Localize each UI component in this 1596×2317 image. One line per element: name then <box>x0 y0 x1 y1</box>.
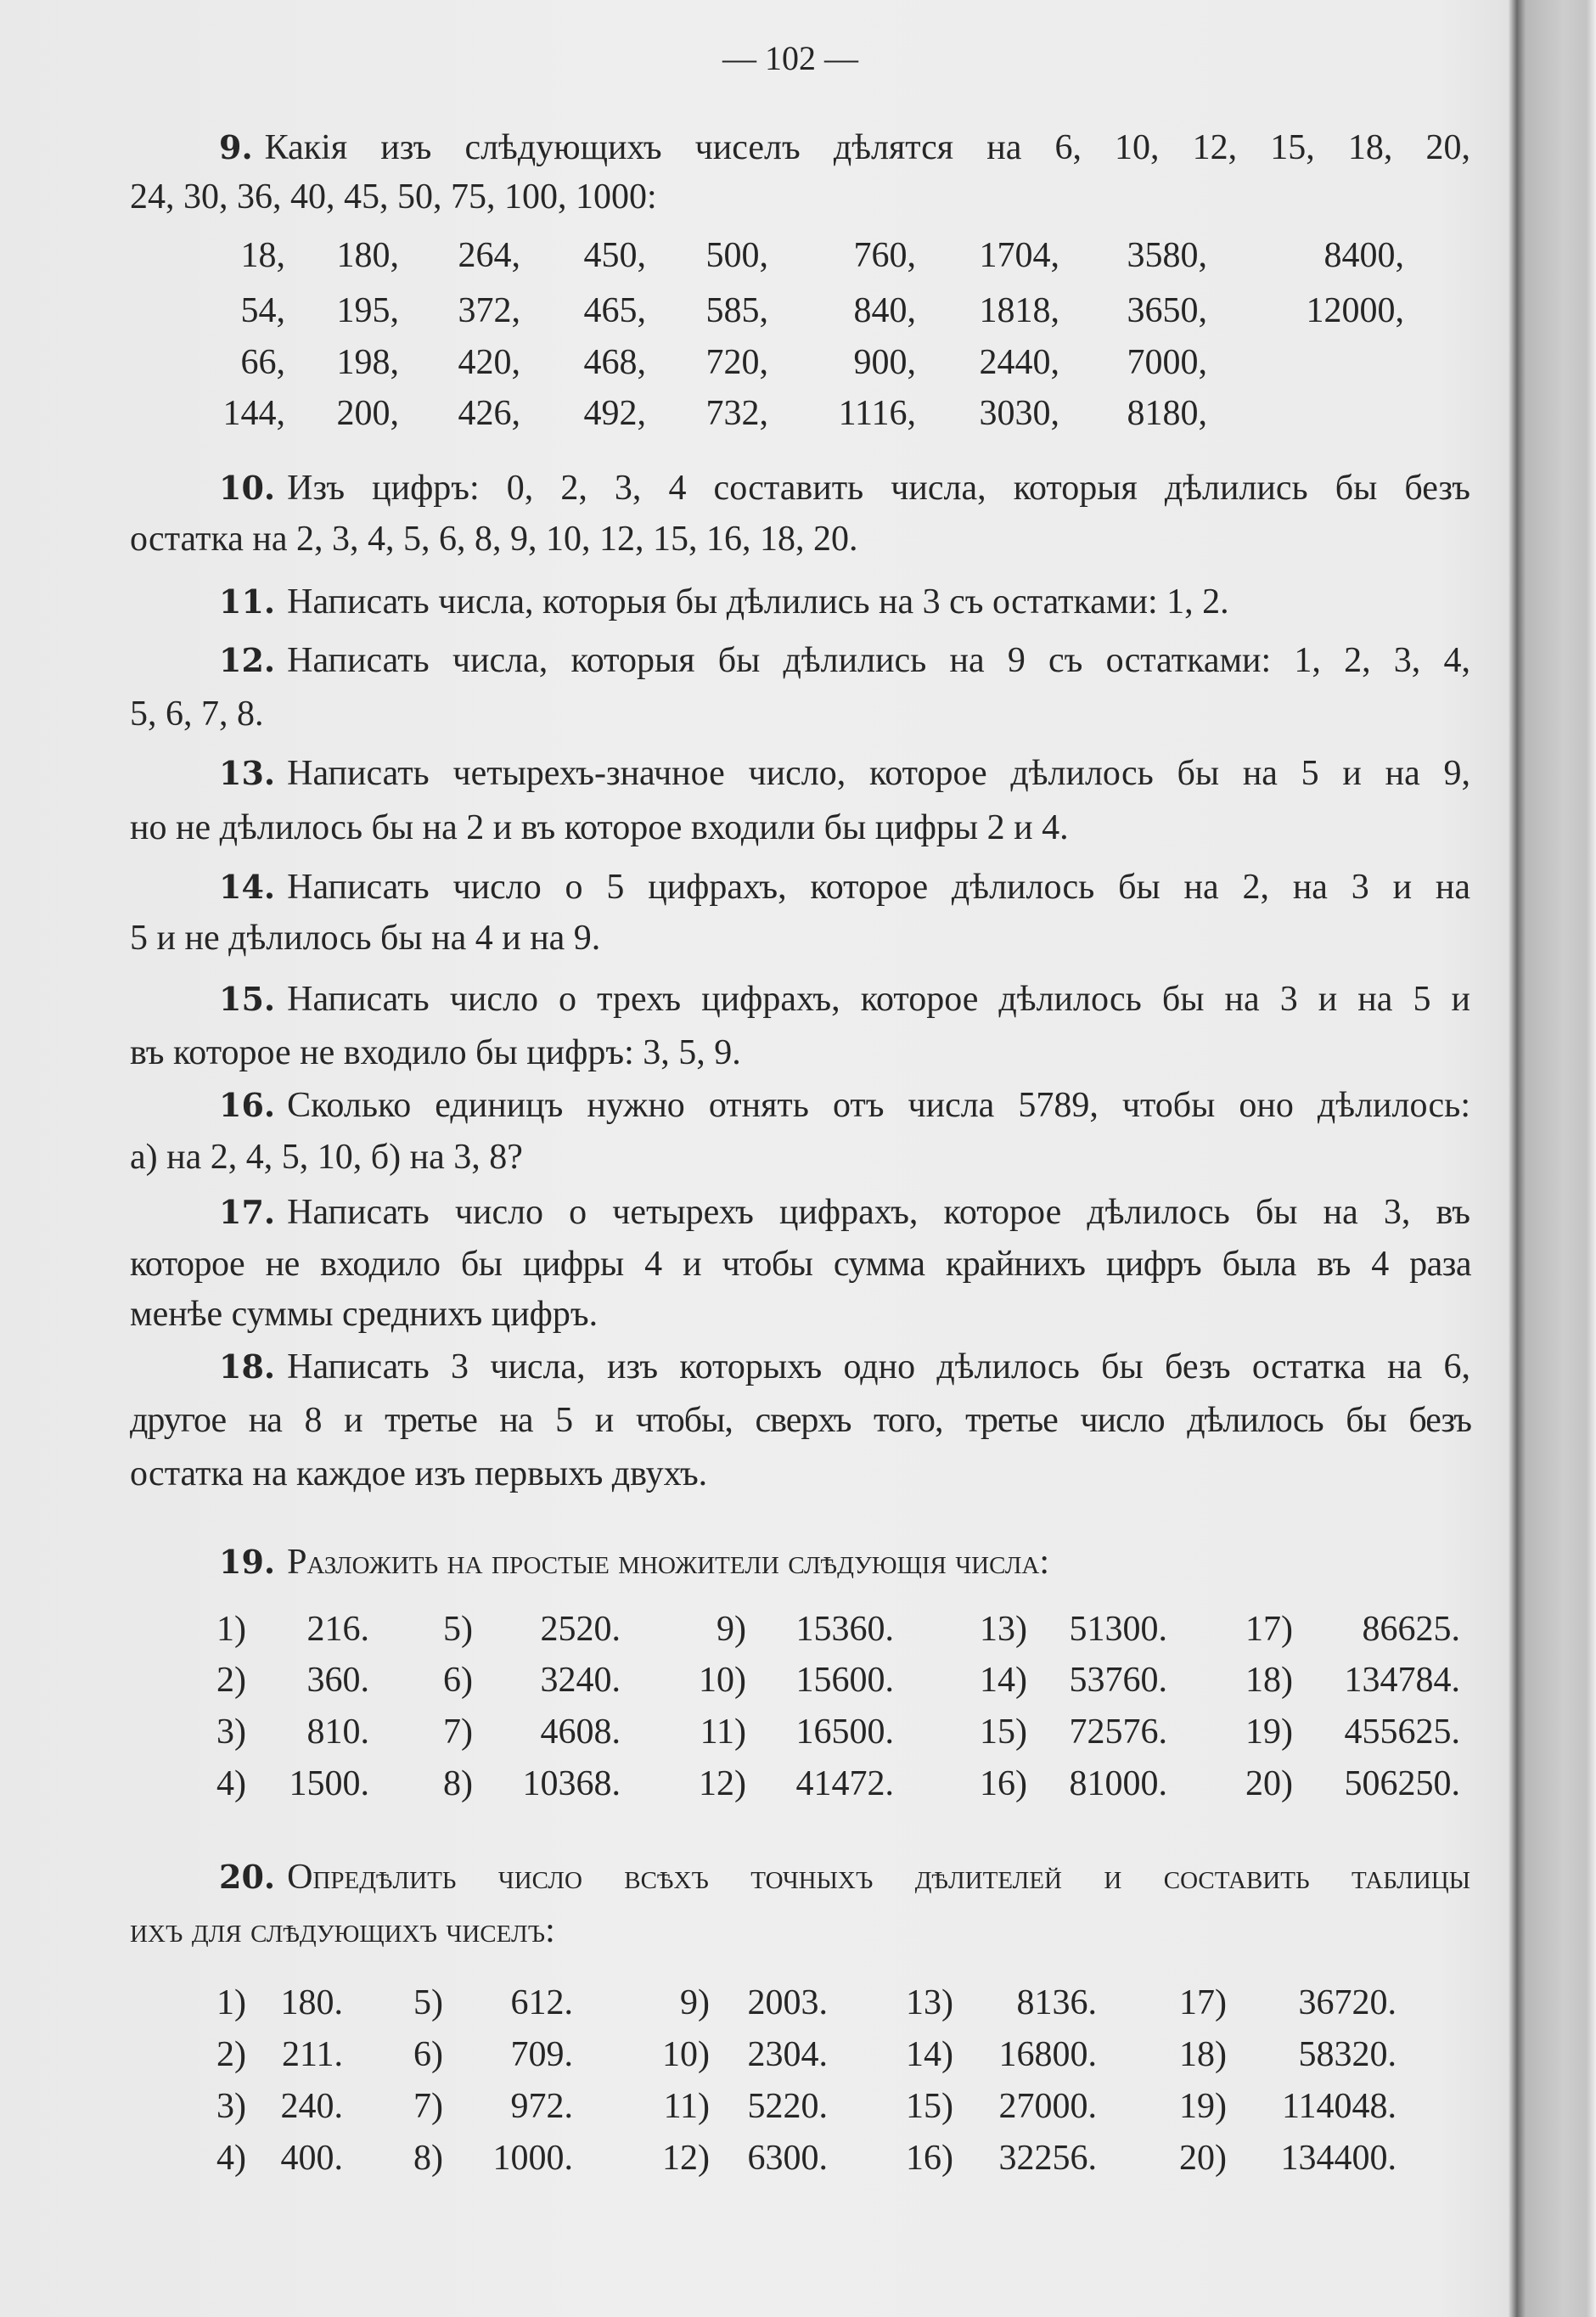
problem-16-line-2: а) на 2, 4, 5, 10, б) на 3, 8? <box>130 1138 523 1177</box>
item-index: 11) <box>663 2087 710 2126</box>
item-index: 6) <box>443 1661 473 1700</box>
item-index: 1) <box>216 1983 246 2022</box>
item-value: 134784. <box>1344 1661 1460 1700</box>
item-index: 4) <box>216 1764 246 1803</box>
item-index: 15) <box>906 2087 953 2126</box>
grid-number: 465, <box>583 291 646 330</box>
grid-number: 195, <box>336 291 399 330</box>
item-value: 810. <box>306 1712 369 1752</box>
item-index: 17) <box>1179 1983 1227 2022</box>
item-index: 16) <box>980 1764 1027 1803</box>
item-index: 9) <box>717 1610 746 1649</box>
grid-number: 450, <box>583 236 646 275</box>
item-value: 36720. <box>1298 1983 1396 2022</box>
item-value: 2304. <box>747 2035 828 2074</box>
problem-number: 10. <box>219 469 276 507</box>
item-index: 20) <box>1245 1764 1293 1803</box>
item-index: 1) <box>216 1610 246 1649</box>
item-value: 709. <box>510 2035 573 2074</box>
problem-9-line-1 <box>219 127 1470 169</box>
item-index: 9) <box>680 1983 710 2022</box>
item-value: 15600. <box>795 1661 894 1700</box>
problem-16-line-1 <box>219 1084 1470 1127</box>
grid-number: 180, <box>336 236 399 275</box>
grid-number: 468, <box>583 343 646 382</box>
problem-17-line-3: менѣе суммы среднихъ цифръ. <box>130 1295 598 1334</box>
item-value: 10368. <box>522 1764 621 1803</box>
problem-18-line-1 <box>219 1346 1470 1388</box>
item-index: 2) <box>216 2035 246 2074</box>
problem-text: Написать число о четырехъ цифрахъ, которое дѣлилось бы на 3, въ <box>287 1193 1470 1232</box>
item-index: 19) <box>1179 2087 1227 2126</box>
item-value: 114048. <box>1282 2087 1396 2126</box>
grid-number: 2440, <box>979 343 1059 382</box>
item-value: 81000. <box>1069 1764 1167 1803</box>
item-value: 41472. <box>795 1764 894 1803</box>
item-index: 3) <box>216 2087 246 2126</box>
problem-number: 15. <box>219 980 276 1018</box>
item-index: 3) <box>216 1712 246 1752</box>
grid-number: 3580, <box>1127 236 1207 275</box>
item-index: 8) <box>443 1764 473 1803</box>
grid-number: 54, <box>240 291 285 330</box>
problem-number: 17. <box>219 1193 276 1231</box>
item-index: 5) <box>443 1610 473 1649</box>
item-index: 7) <box>443 1712 473 1752</box>
problem-number: 13. <box>219 754 276 792</box>
problem-17-line-2: которое не входило бы цифры 4 и чтобы сумма крайнихъ цифръ была въ 4 раза <box>130 1245 1471 1284</box>
item-value: 27000. <box>998 2087 1097 2126</box>
grid-number: 500, <box>705 236 768 275</box>
item-value: 612. <box>510 1983 573 2022</box>
problem-text: Написать число о 5 цифрахъ, которое дѣлилось бы на 2, на 3 и на <box>287 868 1470 907</box>
grid-number: 144, <box>222 394 285 433</box>
problem-12-line-2: 5, 6, 7, 8. <box>130 695 264 734</box>
item-value: 86625. <box>1362 1610 1460 1649</box>
item-value: 216. <box>306 1610 369 1649</box>
problem-text: Написать числа, которыя бы дѣлились на 3 съ остатками: 1, 2. <box>287 582 1229 621</box>
problem-text: Написать четырехъ-значное число, которое дѣлилось бы на 5 и на 9, <box>287 754 1470 793</box>
grid-number: 720, <box>705 343 768 382</box>
item-index: 13) <box>906 1983 953 2022</box>
problem-11-line-1 <box>219 581 1470 623</box>
item-index: 5) <box>413 1983 443 2022</box>
item-value: 53760. <box>1069 1661 1167 1700</box>
item-value: 400. <box>280 2139 343 2178</box>
problem-20-line-1 <box>219 1856 1470 1898</box>
item-value: 32256. <box>998 2139 1097 2178</box>
item-index: 12) <box>699 1764 746 1803</box>
item-index: 10) <box>662 2035 710 2074</box>
problem-13-line-2: но не дѣлилось бы на 2 и въ которое входили бы цифры 2 и 4. <box>130 808 1069 847</box>
item-index: 2) <box>216 1661 246 1700</box>
problem-number: 9. <box>219 128 253 166</box>
grid-number: 840, <box>853 291 916 330</box>
grid-number: 7000, <box>1127 343 1207 382</box>
problem-text: Какія изъ слѣдующихъ чиселъ дѣлятся на 6, 10, 12, 15, 18, 20, <box>264 128 1470 167</box>
problem-18-line-2: другое на 8 и третье на 5 и чтобы, сверхъ того, третье число дѣлилось бы безъ <box>130 1401 1471 1440</box>
grid-number: 492, <box>583 394 646 433</box>
problem-text: Разложить на простые множители слѣдующія числа: <box>287 1543 1050 1582</box>
problem-13-line-1 <box>219 752 1470 795</box>
problem-14-line-1 <box>219 866 1470 908</box>
item-index: 4) <box>216 2139 246 2178</box>
item-index: 14) <box>980 1661 1027 1700</box>
item-value: 58320. <box>1298 2035 1396 2074</box>
item-value: 360. <box>306 1661 369 1700</box>
problem-text: Сколько единицъ нужно отнять отъ числа 5789, чтобы оно дѣлилось: <box>287 1086 1470 1125</box>
grid-number: 372, <box>458 291 520 330</box>
grid-number: 3650, <box>1127 291 1207 330</box>
item-value: 180. <box>280 1983 343 2022</box>
item-value: 1000. <box>492 2139 573 2178</box>
problem-17-line-1 <box>219 1191 1470 1234</box>
item-value: 134400. <box>1280 2139 1396 2178</box>
item-value: 15360. <box>795 1610 894 1649</box>
grid-number: 18, <box>240 236 285 275</box>
item-value: 506250. <box>1344 1764 1460 1803</box>
problem-number: 16. <box>219 1086 276 1124</box>
problem-number: 14. <box>219 868 276 906</box>
problem-15-line-1 <box>219 978 1470 1021</box>
problem-19-heading <box>219 1541 1470 1583</box>
item-index: 14) <box>906 2035 953 2074</box>
item-value: 1500. <box>289 1764 369 1803</box>
grid-number: 732, <box>705 394 768 433</box>
grid-number: 585, <box>705 291 768 330</box>
problem-14-line-2: 5 и не дѣлилось бы на 4 и на 9. <box>130 919 601 958</box>
item-index: 15) <box>980 1712 1027 1752</box>
item-value: 240. <box>280 2087 343 2126</box>
grid-number: 8400, <box>1323 236 1404 275</box>
item-index: 16) <box>906 2139 953 2178</box>
item-index: 13) <box>980 1610 1027 1649</box>
problem-12-line-1 <box>219 639 1470 682</box>
problem-20-line-2: ихъ для слѣдующихъ чиселъ: <box>130 1911 555 1950</box>
problem-10-line-2: остатка на 2, 3, 4, 5, 6, 8, 9, 10, 12, 15, 16, 18, 20. <box>130 520 858 559</box>
problem-text: Написать 3 числа, изъ которыхъ одно дѣлилось бы безъ остатка на 6, <box>287 1347 1470 1386</box>
grid-number: 66, <box>240 343 285 382</box>
item-value: 3240. <box>540 1661 621 1700</box>
problem-number: 18. <box>219 1347 276 1386</box>
item-value: 16800. <box>998 2035 1097 2074</box>
problem-text: Написать число о трехъ цифрахъ, которое дѣлилось бы на 3 и на 5 и <box>287 980 1470 1019</box>
item-index: 20) <box>1179 2139 1227 2178</box>
item-index: 12) <box>662 2139 710 2178</box>
item-value: 72576. <box>1069 1712 1167 1752</box>
grid-number: 200, <box>336 394 399 433</box>
grid-number: 1116, <box>838 394 916 433</box>
problem-18-line-3: остатка на каждое изъ первыхъ двухъ. <box>130 1454 708 1493</box>
grid-number: 8180, <box>1127 394 1207 433</box>
grid-number: 1818, <box>979 291 1059 330</box>
problem-number: 19. <box>219 1543 276 1581</box>
problem-10-line-1 <box>219 467 1470 509</box>
grid-number: 1704, <box>979 236 1059 275</box>
item-value: 4608. <box>540 1712 621 1752</box>
grid-number: 420, <box>458 343 520 382</box>
grid-number: 3030, <box>979 394 1059 433</box>
item-value: 5220. <box>747 2087 828 2126</box>
item-index: 18) <box>1179 2035 1227 2074</box>
grid-number: 264, <box>458 236 520 275</box>
item-index: 17) <box>1245 1610 1293 1649</box>
item-index: 8) <box>413 2139 443 2178</box>
grid-number: 760, <box>853 236 916 275</box>
problem-number: 12. <box>219 641 276 679</box>
item-value: 211. <box>282 2035 343 2074</box>
item-index: 7) <box>413 2087 443 2126</box>
item-index: 11) <box>700 1712 746 1752</box>
item-value: 51300. <box>1069 1610 1167 1649</box>
item-index: 18) <box>1245 1661 1293 1700</box>
item-value: 16500. <box>795 1712 894 1752</box>
item-value: 6300. <box>747 2139 828 2178</box>
item-value: 2520. <box>540 1610 621 1649</box>
item-value: 455625. <box>1344 1712 1460 1752</box>
grid-number: 198, <box>336 343 399 382</box>
problem-9-line-2: 24, 30, 36, 40, 45, 50, 75, 100, 1000: <box>130 177 657 217</box>
page-number: — 102 — <box>722 39 858 77</box>
problem-text: Изъ цифръ: 0, 2, 3, 4 составить числа, которыя дѣлились бы безъ <box>287 469 1470 508</box>
item-index: 19) <box>1245 1712 1293 1752</box>
item-value: 8136. <box>1016 1983 1097 2022</box>
item-value: 2003. <box>747 1983 828 2022</box>
item-index: 10) <box>699 1661 746 1700</box>
problem-text: Опредѣлить число всѣхъ точныхъ дѣлителей и составить таблицы <box>287 1858 1470 1897</box>
problem-number: 20. <box>219 1858 276 1896</box>
item-value: 972. <box>510 2087 573 2126</box>
item-index: 6) <box>413 2035 443 2074</box>
grid-number: 426, <box>458 394 520 433</box>
grid-number: 12000, <box>1306 291 1404 330</box>
problem-number: 11. <box>219 582 276 621</box>
problem-15-line-2: въ которое не входило бы цифръ: 3, 5, 9. <box>130 1033 741 1072</box>
grid-number: 900, <box>853 343 916 382</box>
problem-text: Написать числа, которыя бы дѣлились на 9 съ остатками: 1, 2, 3, 4, <box>287 641 1470 680</box>
